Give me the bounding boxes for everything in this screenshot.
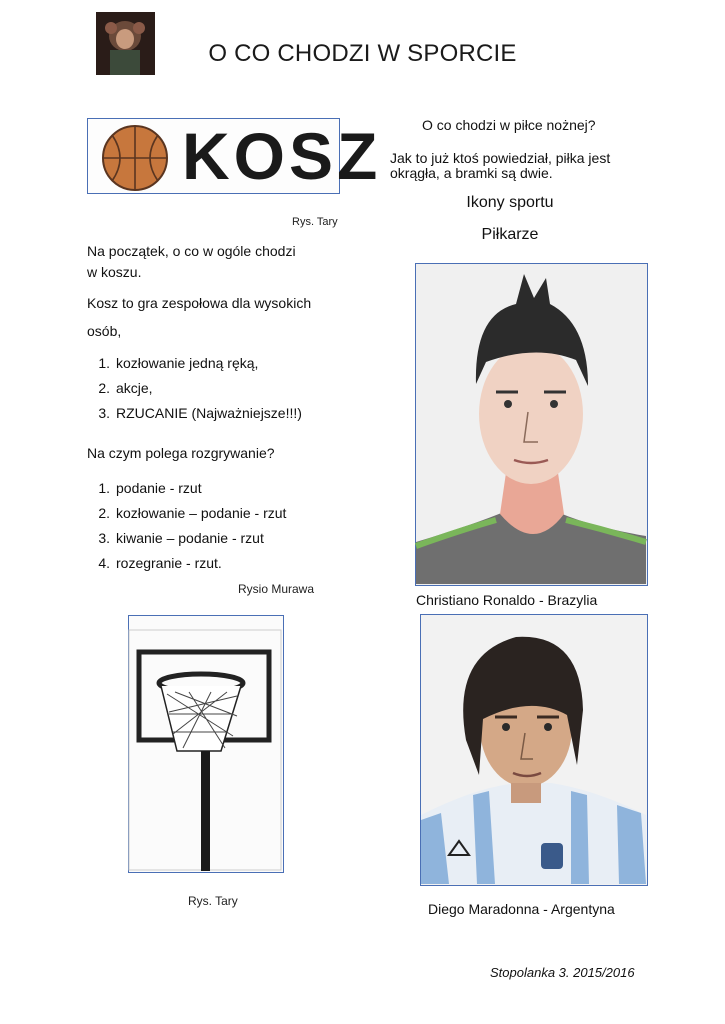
list-item: 3. RZUCANIE (Najważniejsze!!!) [98,405,302,421]
list-item: 1. kozłowanie jedną ręką, [98,355,259,371]
player-portrait-icon [416,264,646,584]
question-left: Na czym polega rozgrywanie? [87,445,275,461]
player-portrait-icon [421,615,646,884]
list-item: 3. kiwanie – podanie - rzut [98,530,264,546]
player1-drawing [415,263,648,586]
author: Rysio Murawa [238,582,315,596]
list-item: 2. akcje, [98,380,153,396]
plays-list [87,476,286,576]
basketball-icon [103,126,167,190]
kosz-word: KOSZ [182,119,382,193]
football-answer-1: Jak to już ktoś powiedział, piłka jest [390,150,611,166]
basketball-hoop-icon [129,616,282,871]
page-title: O CO CHODZI W SPORCIE [208,40,517,67]
team-line-1: Kosz to gra zespołowa dla wysokich [87,295,312,311]
kosz-drawing [87,118,382,194]
girl-portrait-icon [96,12,155,75]
intro-line-2: w koszu. [87,264,142,280]
list-item: 2. kozłowanie – podanie - rzut [98,505,287,521]
player1-caption: Christiano Ronaldo - Brazylia [416,592,598,608]
intro-line-1: Na początek, o co w ogóle chodzi [87,243,296,259]
football-question: O co chodzi w piłce nożnej? [422,117,596,133]
hoop-drawing [128,615,284,873]
skills-list [87,351,302,426]
football-answer-2: okrągła, a bramki są dwie. [390,165,553,181]
caption-top: Rys. Tary [292,216,338,228]
team-line-2: osób, [87,323,122,339]
list-item: 1. podanie - rzut [98,480,202,496]
heading-players: Piłkarze [481,226,539,243]
player2-drawing [420,614,648,886]
logo-image [96,12,155,75]
footer-issue: Stopolanka 3. 2015/2016 [490,965,635,980]
heading-icons: Ikony sportu [466,194,554,211]
player2-caption: Diego Maradonna - Argentyna [428,901,615,917]
list-item: 4. rozegranie - rzut. [98,555,222,571]
caption-bottom: Rys. Tary [188,894,238,908]
